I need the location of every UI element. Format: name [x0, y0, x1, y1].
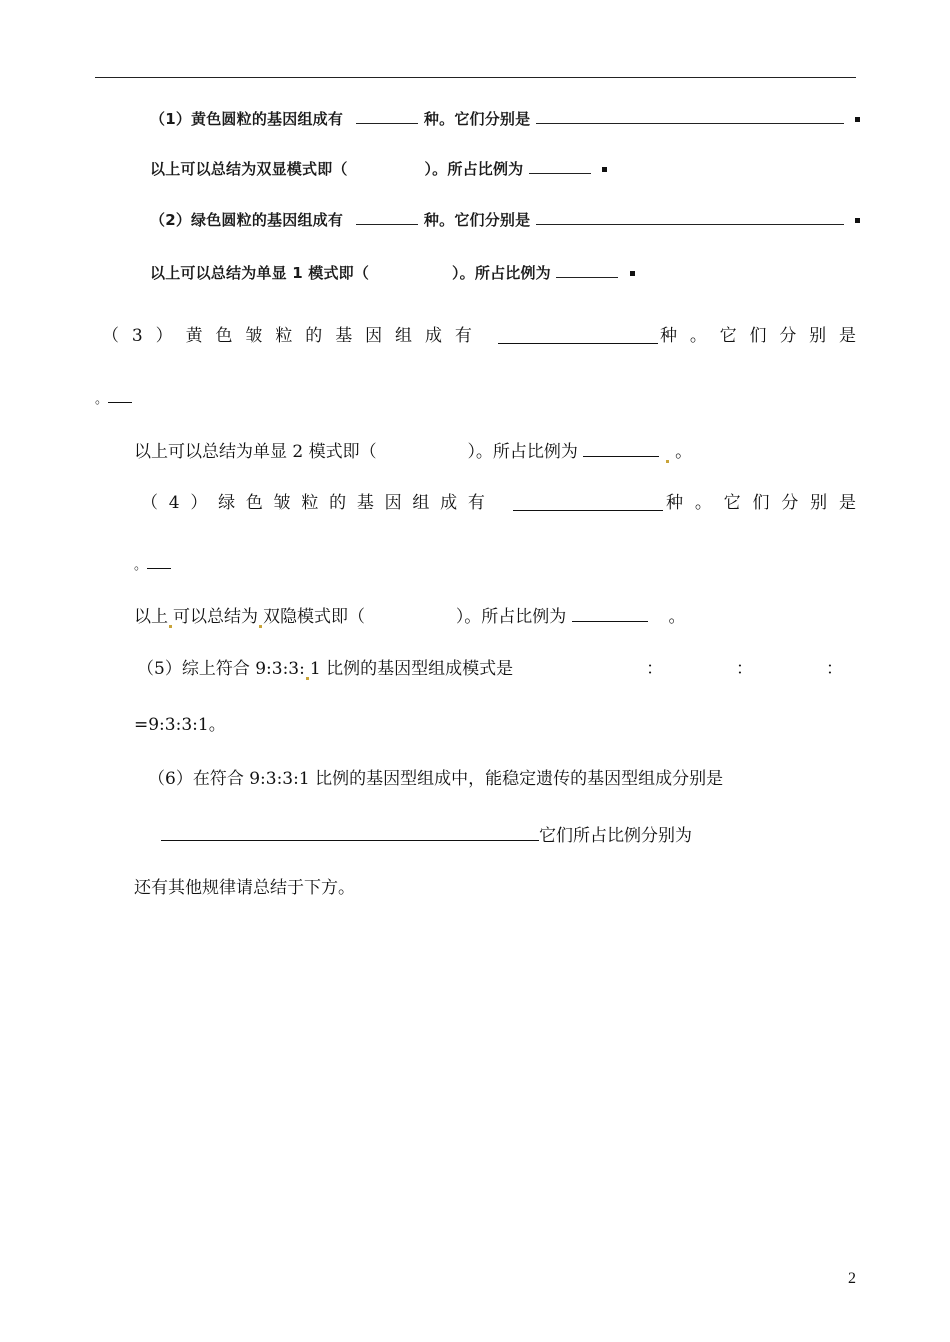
- q4-char: 们: [752, 493, 770, 513]
- scan-q2-summary-text: 以上可以总结为单显 1 模式即（: [150, 264, 370, 282]
- q4-char: 粒: [301, 493, 319, 513]
- ratio-colon: ：: [646, 659, 664, 679]
- q3-char: 因: [365, 326, 383, 346]
- q4-summary-mid: ）。所占比例为: [455, 607, 567, 627]
- q3-summary: [134, 438, 692, 463]
- q4-summary-text-b: 可以总结为: [173, 607, 258, 627]
- q4-line: [141, 492, 856, 514]
- q5-text-b: 1 比例的基因型组成模式是: [309, 659, 514, 679]
- q3-char: 组: [395, 326, 413, 346]
- scan-q1-mid: 种。它们分别是: [423, 110, 531, 128]
- dot-mark: [855, 117, 860, 122]
- q3-char: 它: [719, 326, 737, 346]
- q3-char: 有: [454, 326, 472, 346]
- q3-tail: [660, 325, 856, 347]
- q3-char: 3: [131, 326, 143, 346]
- scan-q1-summary: [150, 158, 607, 180]
- q3-char: （: [102, 326, 119, 346]
- q4-end-mark: 。: [134, 558, 148, 573]
- ratio-colon: ：: [736, 659, 754, 679]
- ratio-colon: ：: [826, 659, 843, 679]
- scan-q1-summary-mid: ）。所占比例为: [424, 160, 524, 178]
- q5-text-a: （5）综上符合 9:3:3:: [137, 659, 305, 679]
- q3-char: 。: [689, 326, 707, 346]
- q4-char: 色: [245, 493, 263, 513]
- q4-char: 组: [412, 493, 430, 513]
- blank: [536, 109, 844, 124]
- q4-char: 是: [838, 493, 856, 513]
- q3-summary-end: 。: [675, 442, 693, 462]
- q3-summary-mid: ）。所占比例为: [467, 442, 578, 462]
- blank: [108, 384, 132, 403]
- blank: [529, 159, 591, 174]
- q5-line: [137, 658, 843, 680]
- scan-q1-line: [150, 108, 860, 130]
- q4-char: 别: [810, 493, 828, 513]
- q4-char: 皱: [273, 493, 291, 513]
- blank: [583, 438, 659, 457]
- q4-char: 种: [666, 493, 683, 513]
- q6-line: [148, 768, 723, 790]
- q3-char: 成: [424, 326, 442, 346]
- q6-tail: 它们所占比例分别为: [539, 826, 692, 846]
- q3-char: 色: [215, 326, 233, 346]
- q5-result: [134, 714, 226, 736]
- dot-mark: [855, 218, 860, 223]
- q5-result-text: =9:3:3:1。: [134, 715, 226, 735]
- q4-char: ）: [190, 493, 208, 513]
- closing-line: [134, 877, 355, 899]
- q3-char: 黄: [185, 326, 203, 346]
- dot-mark: [602, 167, 607, 172]
- scan-q2-summary: [150, 262, 635, 284]
- q4-char: （: [141, 493, 158, 513]
- q4-char: 成: [440, 493, 458, 513]
- q4-char: 4: [168, 493, 180, 513]
- blank: [572, 603, 648, 622]
- header-rule: [95, 77, 856, 78]
- q3-line: [102, 325, 856, 347]
- q3-char: 是: [838, 326, 856, 346]
- q4-char: 。: [694, 493, 712, 513]
- q4-summary-end: 。: [668, 607, 686, 627]
- speck: [666, 460, 669, 463]
- q4-char: 有: [467, 493, 485, 513]
- q3-char: 的: [305, 326, 323, 346]
- scan-q2-text: （2）绿色圆粒的基因组成有: [150, 211, 344, 229]
- blank: [161, 822, 539, 841]
- q3-head: [102, 325, 472, 347]
- q3-char: 分: [779, 326, 797, 346]
- q3-char: ）: [155, 326, 173, 346]
- q4-continuation: [134, 550, 171, 577]
- speck: [259, 625, 262, 628]
- scan-q2-mid: 种。它们分别是: [423, 211, 531, 229]
- q4-summary: [134, 603, 686, 628]
- q3-summary-text: 以上可以总结为单显 2 模式即（: [134, 442, 377, 462]
- q4-char: 绿: [218, 493, 236, 513]
- blank: [356, 210, 418, 225]
- blank: [498, 325, 658, 344]
- q4-summary-text-a: 以上: [134, 607, 168, 627]
- q4-head: [141, 492, 485, 514]
- q4-char: 它: [723, 493, 741, 513]
- q6-text: （6）在符合 9:3:3:1 比例的基因型组成中，能稳定遗传的基因型组成分别是: [148, 769, 724, 789]
- q4-char: 的: [329, 493, 347, 513]
- blank: [356, 109, 418, 124]
- scan-q1-text: （1）黄色圆粒的基因组成有: [150, 110, 344, 128]
- q3-char: 粒: [275, 326, 293, 346]
- q4-summary-text-c: 双隐模式即（: [263, 607, 365, 627]
- blank: [536, 210, 844, 225]
- speck: [169, 625, 172, 628]
- q3-char: 基: [335, 326, 353, 346]
- q4-char: 基: [356, 493, 374, 513]
- closing-text: 还有其他规律请总结于下方。: [134, 878, 355, 898]
- scan-q2-summary-mid: ）。所占比例为: [451, 264, 551, 282]
- q3-char: 们: [749, 326, 767, 346]
- dot-mark: [630, 271, 635, 276]
- scan-q1-summary-text: 以上可以总结为双显模式即（: [150, 160, 348, 178]
- q4-char: 因: [384, 493, 402, 513]
- scan-q2-line: [150, 209, 860, 231]
- blank: [147, 550, 171, 569]
- q3-continuation: [95, 384, 132, 411]
- q6-answer-line: [161, 822, 692, 847]
- blank: [556, 263, 618, 278]
- speck: [306, 677, 309, 680]
- q3-char: 皱: [245, 326, 263, 346]
- q3-char: 种: [660, 326, 677, 346]
- blank: [513, 492, 663, 511]
- q3-char: 别: [809, 326, 827, 346]
- q3-end-mark: 。: [95, 392, 109, 407]
- page-number: 2: [848, 1270, 856, 1287]
- q5-text: [137, 658, 513, 680]
- q4-tail: [666, 492, 856, 514]
- q4-char: 分: [781, 493, 799, 513]
